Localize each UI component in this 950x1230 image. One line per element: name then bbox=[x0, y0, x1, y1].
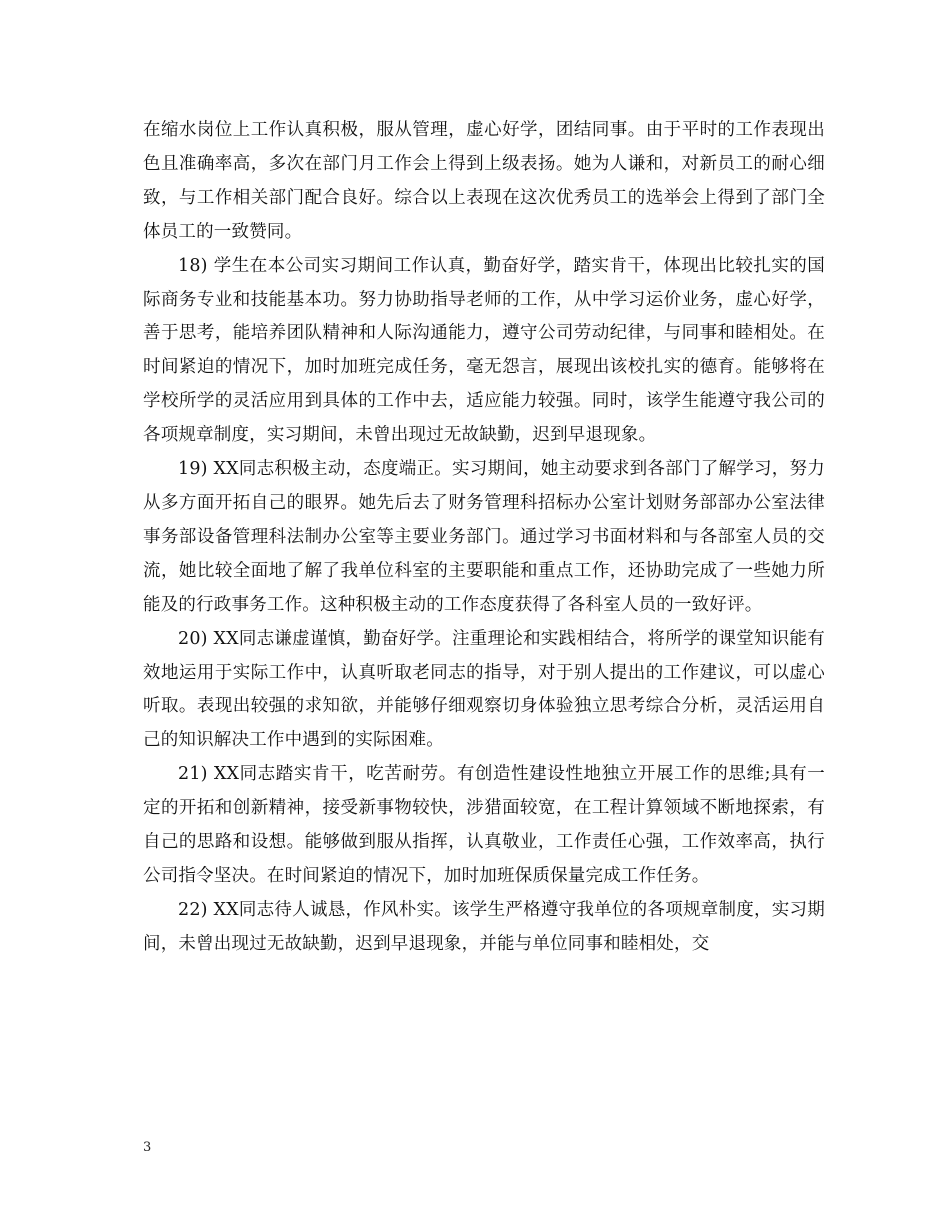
document-body bbox=[143, 114, 825, 962]
paragraph-item-21: 21) XX同志踏实肯干，吃苦耐劳。有创造性建设性地独立开展工作的思维;具有一定的开拓和创新精神，接受新事物较快，涉猎面较宽，在工程计算领域不断地探索，有自己的思路和设想。能够做到服从指挥，认真敬业，工作责任心强，工作效率高，执行公司指令坚决。在时间紧迫的情况下，加时加班保质保量完成工作任务。 bbox=[143, 764, 825, 886]
paragraph-item-20: 20) XX同志谦虚谨慎，勤奋好学。注重理论和实践相结合，将所学的课堂知识能有效地运用于实际工作中，认真听取老同志的指导，对于别人提出的工作建议，可以虚心听取。表现出较强的求知欲，并能够仔细观察切身体验独立思考综合分析，灵活运用自己的知识解决工作中遇到的实际困难。 bbox=[143, 628, 825, 751]
page-number: 3 bbox=[143, 1140, 152, 1155]
paragraph-item-18: 18) 学生在本公司实习期间工作认真，勤奋好学，踏实肯干，体现出比较扎实的国际商务专业和技能基本功。努力协助指导老师的工作，从中学习运价业务，虚心好学，善于思考，能培养团队精神和人际沟通能力，遵守公司劳动纪律，与同事和睦相处。在时间紧迫的情况下，加时加班完成任务，毫无怨言，展现出该校扎实的德育。能够将在学校所学的灵活应用到具体的工作中去，适应能力较强。同时，该学生能遵守我公司的各项规章制度，实习期间，未曾出现过无故缺勤，迟到早退现象。 bbox=[143, 255, 825, 446]
paragraph-item-22: 22) XX同志待人诚恳，作风朴实。该学生严格遵守我单位的各项规章制度，实习期间，未曾出现过无故缺勤，迟到早退现象，并能与单位同事和睦相处，交 bbox=[143, 899, 825, 954]
paragraph-continuation: 在缩水岗位上工作认真积极，服从管理，虚心好学，团结同事。由于平时的工作表现出色且准确率高，多次在部门月工作会上得到上级表扬。她为人谦和，对新员工的耐心细致，与工作相关部门配合良好。综合以上表现在这次优秀员工的选举会上得到了部门全体员工的一致赞同。 bbox=[143, 120, 825, 242]
paragraph-item-19: 19) XX同志积极主动，态度端正。实习期间，她主动要求到各部门了解学习，努力从多方面开拓自己的眼界。她先后去了财务管理科招标办公室计划财务部部办公室法律事务部设备管理科法制办公室等主要业务部门。通过学习书面材料和与各部室人员的交流，她比较全面地了解了我单位科室的主要职能和重点工作，还协助完成了一些她力所能及的行政事务工作。这种积极主动的工作态度获得了各科室人员的一致好评。 bbox=[143, 459, 825, 615]
